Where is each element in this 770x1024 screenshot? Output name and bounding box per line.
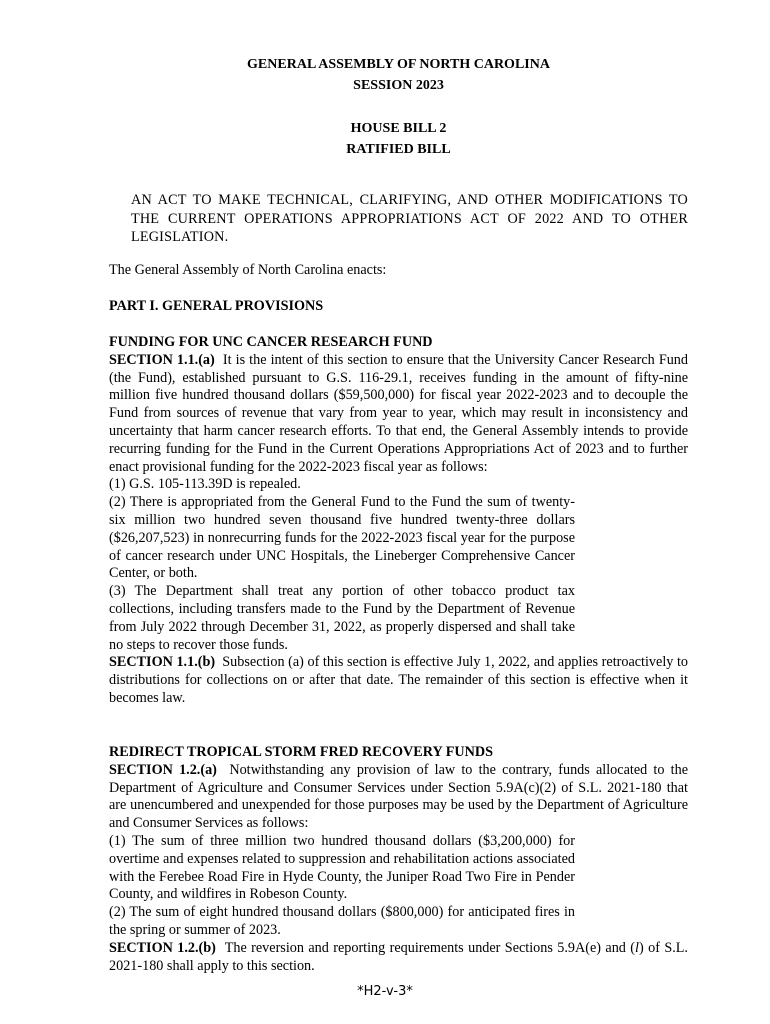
list-item: (1) G.S. 105-113.39D is repealed. xyxy=(109,476,301,493)
section-1-1-b xyxy=(109,654,688,707)
document-header xyxy=(109,54,688,96)
section-1-2-b xyxy=(109,940,688,976)
section-1-2 xyxy=(109,744,688,975)
section-text: The reversion and reporting requirements under Sections 5.9A(e) and ( xyxy=(224,939,636,956)
section-1-1-heading: FUNDING FOR UNC CANCER RESEARCH FUND xyxy=(109,334,433,350)
assembly-name: GENERAL ASSEMBLY OF NORTH CAROLINA xyxy=(247,57,550,72)
list-item: (3) The Department shall treat any portion of other tobacco product tax collections, including transfers made to the Fund by the Department of Revenue from July 2022 through December 31, 2022, as properly dispersed and shall take no steps to recover those funds. xyxy=(109,583,575,653)
section-1-2-heading: REDIRECT TROPICAL STORM FRED RECOVERY FUNDS xyxy=(109,744,494,760)
list-item: (2) The sum of eight hundred thousand dollars ($800,000) for anticipated fires in the spring or summer of 2023. xyxy=(109,904,575,938)
list-item: (1) The sum of three million two hundred thousand dollars ($3,200,000) for overtime and expenses related to suppression and rehabilitation actions associated with the Ferebee Road Fire in Hyde County, the Juniper Road Two Fire in Pender County, and wildfires in Robeson County. xyxy=(109,832,575,903)
list-item: (2) There is appropriated from the General Fund to the Fund the sum of twenty-six million two hundred seven thousand five hundred twenty-three dollars ($26,207,523) in nonrecurring funds for the 2022-2023 fiscal year for the purpose of cancer research under UNC Hospitals, the Lineberger Comprehensive Cancer Center, or both. xyxy=(109,494,575,582)
section-text: Notwithstanding any provision of law to the contrary, funds allocated to the Department of Agriculture and Consumer Services under Section 5.9A(c)(2) of S.L. 2021-180 that are unencumbered and unexpended for those purposes may be used by the Department of Agriculture and Consumer Services as follows: xyxy=(109,761,688,832)
section-label: SECTION 1.2.(a) xyxy=(109,761,217,778)
bill-status: RATIFIED BILL xyxy=(346,142,451,157)
section-text: Subsection (a) of this section is effective July 1, 2022, and applies retroactively to distributions for collections on or after that date. The remainder of this section is effective when it becomes law. xyxy=(109,654,688,706)
bill-header xyxy=(109,118,688,160)
section-text: It is the intent of this section to ensure that the University Cancer Research Fund (the Fund), established pursuant to G.S. 116-29.1, receives funding in the amount of fifty-nine million five hundred thousand dollars ($59,500,000) for fiscal year 2022-2023 and to decouple the Fund from sources of revenue that vary from year to year, which may result in inconsistency and uncertainty that harm cancer research efforts. To that end, the General Assembly intends to provide recurring funding for the Fund in the Current Operations Appropriations Act of 2023 and to further enact provisional funding for the 2022-2023 fiscal year as follows: xyxy=(109,351,688,475)
section-label: SECTION 1.1.(b) xyxy=(109,654,216,671)
act-title: AN ACT TO MAKE TECHNICAL, CLARIFYING, AND OTHER MODIFICATIONS TO THE CURRENT OPERATIONS APPROPRIATIONS ACT OF 2022 AND TO OTHER LEGISLATION. xyxy=(131,192,688,245)
part-heading: PART I. GENERAL PROVISIONS xyxy=(109,298,324,314)
section-1-2-a xyxy=(109,762,688,833)
enacting-clause: The General Assembly of North Carolina enacts: xyxy=(109,262,387,278)
italic-letter: l xyxy=(635,939,639,956)
section-label: SECTION 1.2.(b) xyxy=(109,939,216,956)
section-1-1-a xyxy=(109,352,688,477)
section-text: ) of S.L. 2021-180 shall apply to this section. xyxy=(109,939,688,974)
bill-number: HOUSE BILL 2 xyxy=(350,121,447,136)
section-label: SECTION 1.1.(a) xyxy=(109,351,215,368)
section-1-1 xyxy=(109,334,688,708)
page-footer: *H2-v-3* xyxy=(357,984,413,999)
session-label: SESSION 2023 xyxy=(353,78,444,93)
